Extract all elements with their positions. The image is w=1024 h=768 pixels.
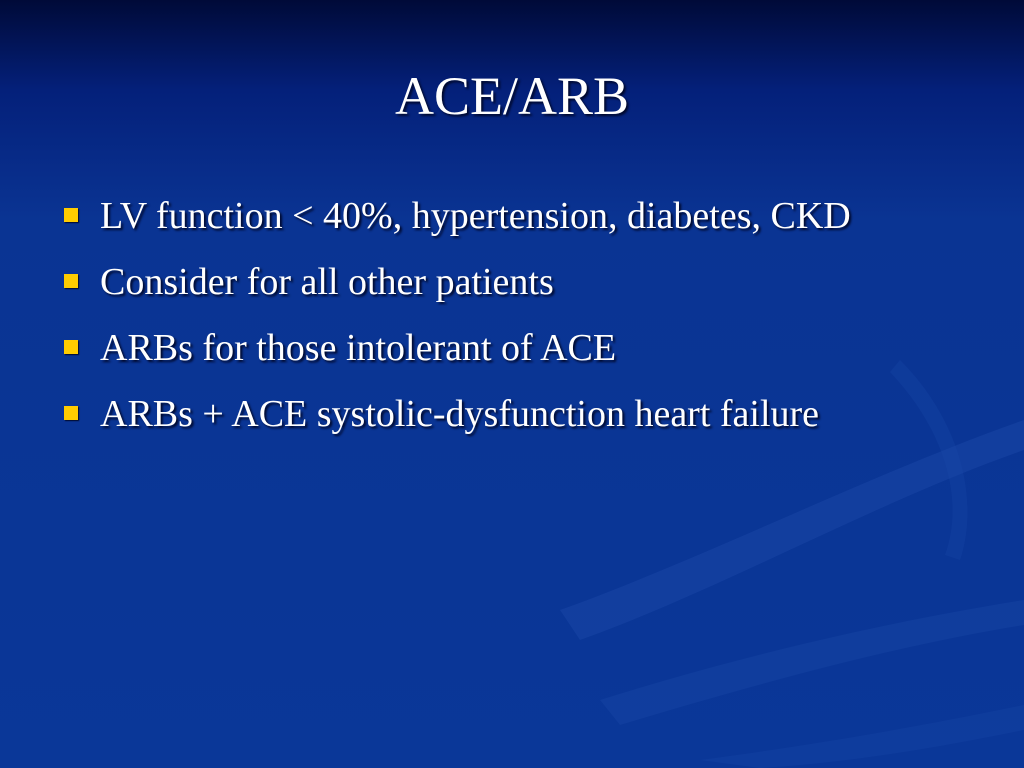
square-bullet-icon xyxy=(64,340,78,354)
bullet-item xyxy=(62,388,962,440)
square-bullet-icon xyxy=(64,274,78,288)
square-bullet-icon xyxy=(64,406,78,420)
bullet-text: Consider for all other patients xyxy=(100,261,554,303)
bullet-item xyxy=(62,322,962,374)
square-bullet-icon xyxy=(64,208,78,222)
bullet-text: LV function < 40%, hypertension, diabetes, CKD xyxy=(100,195,851,237)
slide-title: ACE/ARB xyxy=(394,66,630,126)
bullet-list xyxy=(62,190,962,454)
bullet-item xyxy=(62,190,962,242)
bullet-text: ARBs for those intolerant of ACE xyxy=(100,327,617,369)
bullet-item xyxy=(62,256,962,308)
bullet-text: ARBs + ACE systolic-dysfunction heart failure xyxy=(100,393,820,435)
